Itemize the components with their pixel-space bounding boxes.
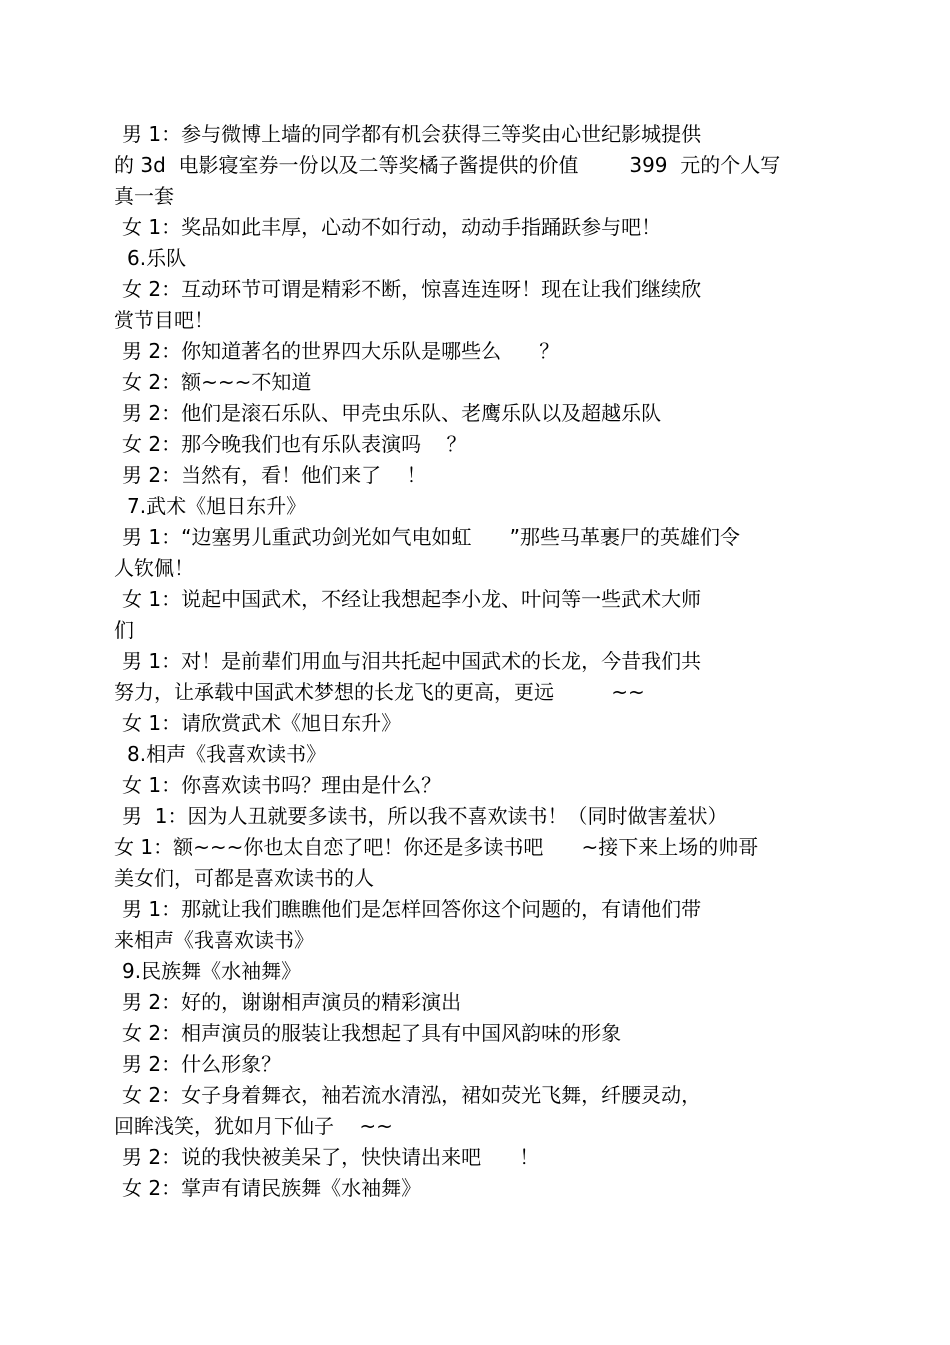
script-line: 男 2：说的我快被美呆了，快快请出来吧 ！ [122,1145,540,1169]
script-line: 女 1：说起中国武术，不经让我想起李小龙、叶问等一些武术大师 [122,587,702,611]
script-line: 男 1：因为人丑就要多读书，所以我不喜欢读书！（同时做害羞状） [122,804,728,828]
script-line: 6.乐队 [127,246,187,270]
script-line: 男 1：“边塞男儿重武功剑光如气电如虹 ”那些马革裹尸的英雄们令 [122,525,740,549]
script-line: 们 [114,618,134,642]
script-line: 女 1：请欣赏武术《旭日东升》 [122,711,402,735]
script-line: 赏节目吧！ [114,308,214,332]
script-line: 男 2：当然有，看！他们来了 ！ [122,463,427,487]
script-line: 努力，让承载中国武术梦想的长龙飞的更高，更远 ~~ [114,680,645,704]
script-line: 女 2：女子身着舞衣，袖若流水清泓，裙如荧光飞舞，纤腰灵动， [122,1083,702,1107]
script-line: 女 1：奖品如此丰厚，心动不如行动，动动手指踊跃参与吧！ [122,215,662,239]
script-line: 女 2：额~~~不知道 [122,370,312,394]
script-line: 女 1：额~~~你也太自恋了吧！你还是多读书吧 ~接下来上场的帅哥 [114,835,759,859]
script-line: 7.武术《旭日东升》 [127,494,307,518]
script-line: 男 2：你知道著名的世界四大乐队是哪些么 ？ [122,339,560,363]
script-line: 回眸浅笑，犹如月下仙子 ~~ [114,1114,393,1138]
script-line: 女 2：互动环节可谓是精彩不断，惊喜连连呀！现在让我们继续欣 [122,277,702,301]
script-line: 女 2：那今晚我们也有乐队表演吗 ？ [122,432,467,456]
script-line: 8.相声《我喜欢读书》 [127,742,327,766]
script-line: 9.民族舞《水袖舞》 [122,959,302,983]
script-line: 男 2：他们是滚石乐队、甲壳虫乐队、老鹰乐队以及超越乐队 [122,401,662,425]
script-line: 男 1：那就让我们瞧瞧他们是怎样回答你这个问题的，有请他们带 [122,897,702,921]
script-text-block [114,119,834,1204]
script-line: 女 2：掌声有请民族舞《水袖舞》 [122,1176,422,1200]
script-line: 男 1：对！是前辈们用血与泪共托起中国武术的长龙，今昔我们共 [122,649,702,673]
script-line: 美女们，可都是喜欢读书的人 [114,866,374,890]
script-line: 女 1：你喜欢读书吗？理由是什么？ [122,773,442,797]
script-line: 来相声《我喜欢读书》 [114,928,314,952]
script-line: 男 2：好的，谢谢相声演员的精彩演出 [122,990,462,1014]
script-line: 真一套 [114,184,174,208]
script-line: 的 3d 电影寝室券一份以及二等奖橘子酱提供的价值 399 元的个人写 [114,153,781,177]
script-line: 人钦佩！ [114,556,194,580]
script-line: 女 2：相声演员的服装让我想起了具有中国风韵味的形象 [122,1021,622,1045]
script-line: 男 1：参与微博上墙的同学都有机会获得三等奖由心世纪影城提供 [122,122,702,146]
script-line: 男 2：什么形象？ [122,1052,282,1076]
